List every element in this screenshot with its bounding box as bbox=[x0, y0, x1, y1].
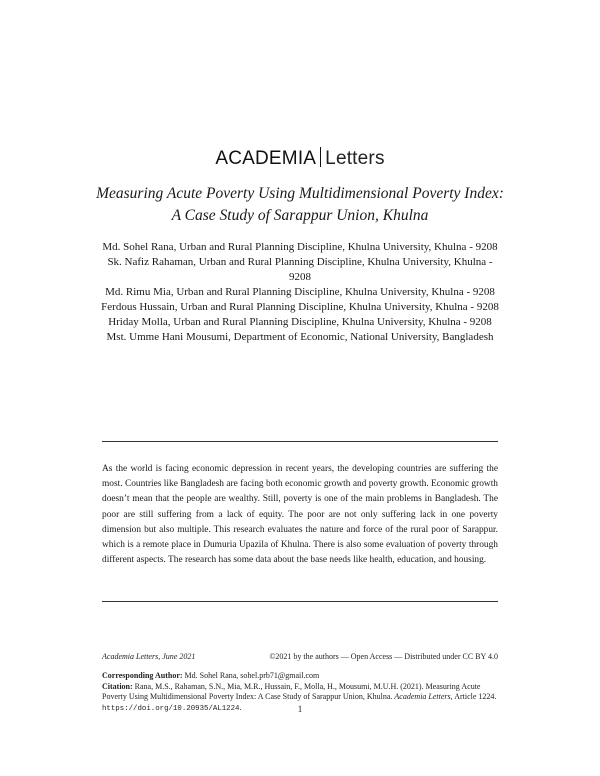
citation-journal: Academia Letters bbox=[394, 692, 451, 701]
page-number: 1 bbox=[297, 704, 303, 714]
corresponding-author bbox=[102, 671, 498, 682]
author-entry: Ferdous Hussain, Urban and Rural Planning Discipline, Khulna University, Khulna - 9208 bbox=[101, 301, 499, 313]
corresponding-details: Md. Sohel Rana, sohel.prb71@gmail.com bbox=[184, 671, 320, 680]
citation-doi-link[interactable]: https://doi.org/10.20935/AL1224 bbox=[102, 704, 240, 713]
citation-text: Rana, M.S., Rahaman, S.N., Mia, M.R., Hussain, F., Molla, H., Mousumi, M.U.H. (2021). Measuring Acute Poverty Using Multidimensional Poverty Index: A Case Study of Sarappur Union, Khulna. bbox=[102, 681, 481, 701]
author-entry: Sk. Nafiz Rahaman, Urban and Rural Planning Discipline, Khulna University, Khulna - 9208 bbox=[107, 256, 493, 283]
author-list bbox=[100, 240, 500, 345]
corresponding-label: Corresponding Author: bbox=[102, 671, 183, 680]
brand-divider bbox=[320, 147, 321, 167]
citation-end: . bbox=[239, 702, 242, 712]
citation-label: Citation: bbox=[102, 681, 133, 691]
journal-issue: Academia Letters, June 2021 bbox=[102, 652, 196, 661]
footer-journal-line bbox=[102, 651, 498, 662]
academia-letters-logo bbox=[0, 147, 600, 171]
brand-sub: Letters bbox=[325, 148, 385, 169]
divider-bottom bbox=[102, 601, 498, 602]
author-entry: Md. Sohel Rana, Urban and Rural Planning Discipline, Khulna University, Khulna - 9208 bbox=[102, 241, 498, 253]
author-entry: Hriday Molla, Urban and Rural Planning Discipline, Khulna University, Khulna - 9208 bbox=[108, 316, 492, 328]
paper-title: Measuring Acute Poverty Using Multidimensional Poverty Index: A Case Study of Sarappur Union, Khulna bbox=[96, 185, 504, 224]
brand-name: ACADEMIA bbox=[215, 148, 317, 169]
abstract-text: As the world is facing economic depression in recent years, the developing countries are suffering the most. Countries like Bangladesh are facing both economic growth and poverty growth. Economic growth doesn’t mean that the people are wealthy. Still, poverty is one of the main problems in Bangladesh. The poor are still suffering from a lack of equity. The poor are not only suffering lack in one poverty dimension but also multiple. This research evaluates the nature and force of the rural poor of Sarappur. which is a remote place in Dumuria Upazila of Khulna. There is also some evaluation of poverty through different aspects. The research has some data about the base needs like health, education, and housing. bbox=[102, 464, 498, 566]
author-entry: Mst. Umme Hani Mousumi, Department of Economic, National University, Bangladesh bbox=[106, 331, 494, 343]
license-notice: ©2021 by the authors — Open Access — Distributed under CC BY 4.0 bbox=[269, 652, 498, 661]
author-entry: Md. Rimu Mia, Urban and Rural Planning Discipline, Khulna University, Khulna - 9208 bbox=[105, 286, 495, 298]
citation-article: , Article 1224. bbox=[450, 692, 497, 701]
divider-top bbox=[102, 441, 498, 442]
